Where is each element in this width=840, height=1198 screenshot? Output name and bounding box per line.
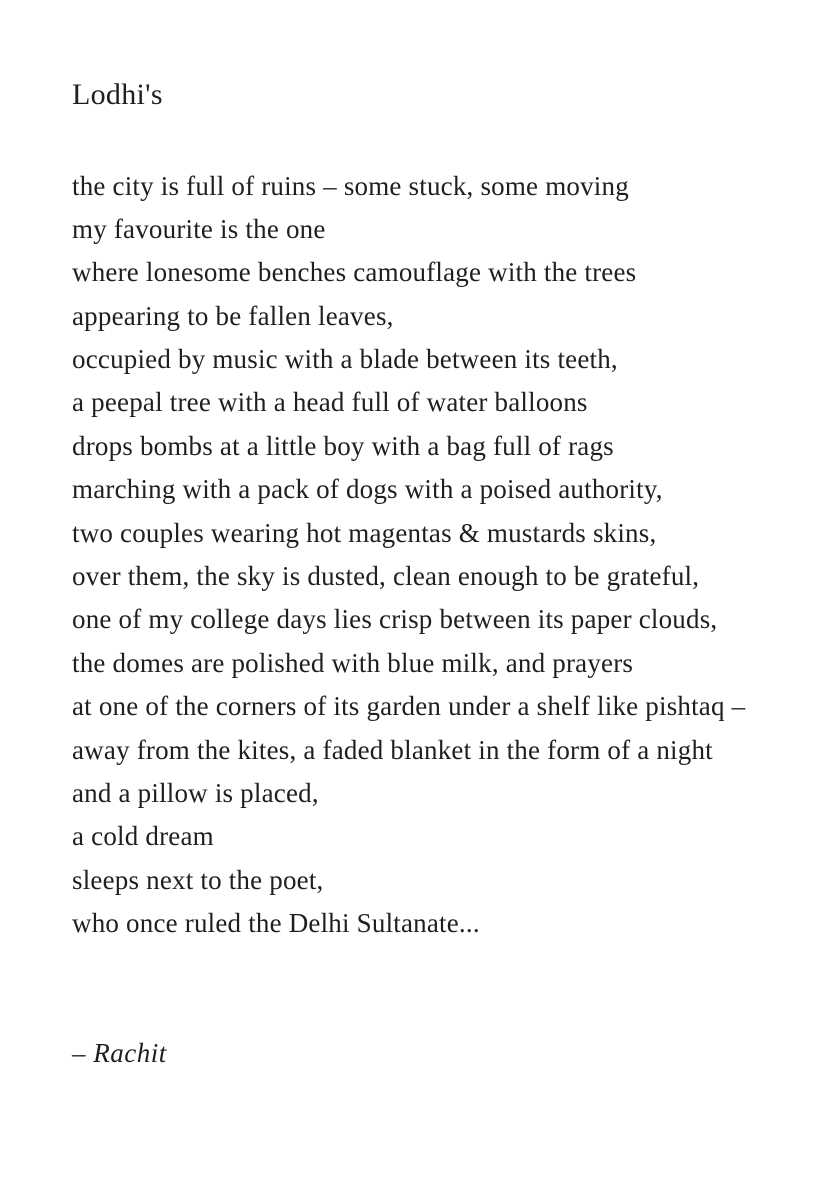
poem-line: occupied by music with a blade between its teeth, xyxy=(72,344,618,375)
poem-page xyxy=(0,78,840,1198)
poem-title: Lodhi's xyxy=(72,78,163,111)
poem-line: a peepal tree with a head full of water balloons xyxy=(72,387,588,418)
poem-line: one of my college days lies crisp between its paper clouds, xyxy=(72,604,718,635)
poem-signature: – Rachit xyxy=(72,1037,167,1068)
poem-line: and a pillow is placed, xyxy=(72,777,319,808)
poem-line: at one of the corners of its garden under a shelf like pishtaq – xyxy=(72,691,746,722)
poem-line: over them, the sky is dusted, clean enough to be grateful, xyxy=(72,561,700,592)
poem-line: marching with a pack of dogs with a poised authority, xyxy=(72,474,663,505)
poem-line: my favourite is the one xyxy=(72,213,326,244)
poem-line: two couples wearing hot magentas & mustards skins, xyxy=(72,517,657,548)
poem-line: the domes are polished with blue milk, and prayers xyxy=(72,647,634,678)
poem-line: who once ruled the Delhi Sultanate... xyxy=(72,908,480,939)
poem-body xyxy=(72,165,780,946)
poem-line: where lonesome benches camouflage with the trees xyxy=(72,257,637,288)
poem-line: drops bombs at a little boy with a bag full of rags xyxy=(72,430,614,461)
poem-line: a cold dream xyxy=(72,821,214,852)
poem-line: the city is full of ruins – some stuck, some moving xyxy=(72,170,629,201)
poem-line: sleeps next to the poet, xyxy=(72,864,324,895)
poem-line: away from the kites, a faded blanket in the form of a night xyxy=(72,734,713,765)
poem-line: appearing to be fallen leaves, xyxy=(72,300,394,331)
